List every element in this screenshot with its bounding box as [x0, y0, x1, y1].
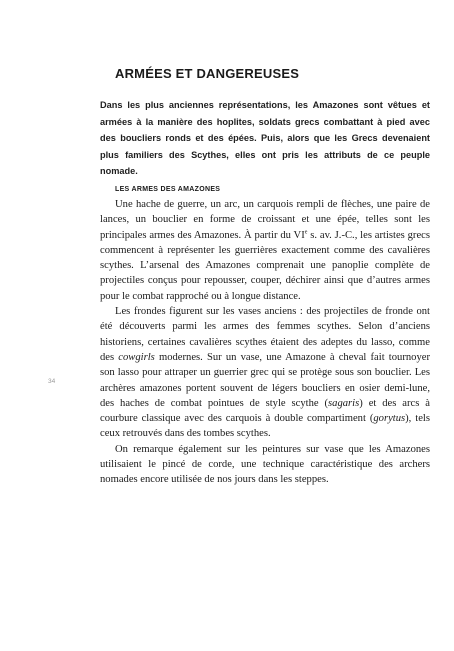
section-heading: LES ARMES DES AMAZONES [115, 186, 221, 193]
italic-term-gorytus: gorytus [373, 413, 406, 425]
paragraph-2-part-a: Les frondes figurent sur les vases anciens : des projectiles de fronde ont été découverts parmi les armes des femmes scythes. Selon d’anciens historiens, certaines cavalières scythes étaient des adeptes du lasso, comme des [100, 306, 430, 363]
paragraph-2-part-d: ), tels ceux retrouvés dans des tombes scythes. [100, 413, 430, 440]
paragraph-3: On remarque également sur les peintures sur vase que les Amazones utilisaient le pincé de corde, une technique caractéristique des archers nomades encore utilisée de nos jours dans les steppes. [100, 443, 430, 486]
paragraph-2 [100, 304, 430, 442]
paragraph-2-part-c: ) et des arcs à courbure classique avec des carquois à double compartiment ( [100, 397, 430, 425]
paragraph-2-part-b: modernes. Sur un vase, une Amazone à cheval fait tournoyer son lasso pour attraper un guerrier grec qui se protège sous son bouclier. Les archères amazones portent souvent de légers boucliers en osier demi-lune, des haches de combat pointues de style scythe ( [100, 351, 430, 409]
paragraph-1-part-a: Une hache de guerre, un arc, un carquois rempli de flèches, une paire de lances, un bouclier en forme de croissant et une épée, telles sont les principales armes des Amazones. À partir du VI [100, 199, 430, 241]
chapter-title: ARMÉES ET DANGEREUSES [115, 66, 300, 81]
century-superscript: e [304, 229, 308, 236]
intro-paragraph: Dans les plus anciennes représentations, les Amazones sont vêtues et armées à la manière des hoplites, soldats grecs combattant à pied avec des boucliers ronds et des épées. Puis, alors que les Grecs devenaient plus familiers des Scythes, elles ont pris les attributs de ce peuple nomade. [100, 100, 430, 176]
page-number: 34 [48, 378, 56, 385]
italic-term-cowgirls: cowgirls [118, 351, 155, 363]
paragraph-1-part-b: s. av. J.-C., les artistes grecs commencent à représenter les guerrières exactement comme des cavalières scythes. L’arsenal des Amazones comprenait une panoplie complète de projectiles conçus pour repousser, couper, déchirer ainsi que d’autres armes pour le combat rapproché ou à longue distance. [100, 229, 430, 302]
paragraph-1 [100, 197, 430, 304]
body-text [100, 197, 430, 488]
italic-term-sagaris: sagaris [328, 397, 360, 409]
